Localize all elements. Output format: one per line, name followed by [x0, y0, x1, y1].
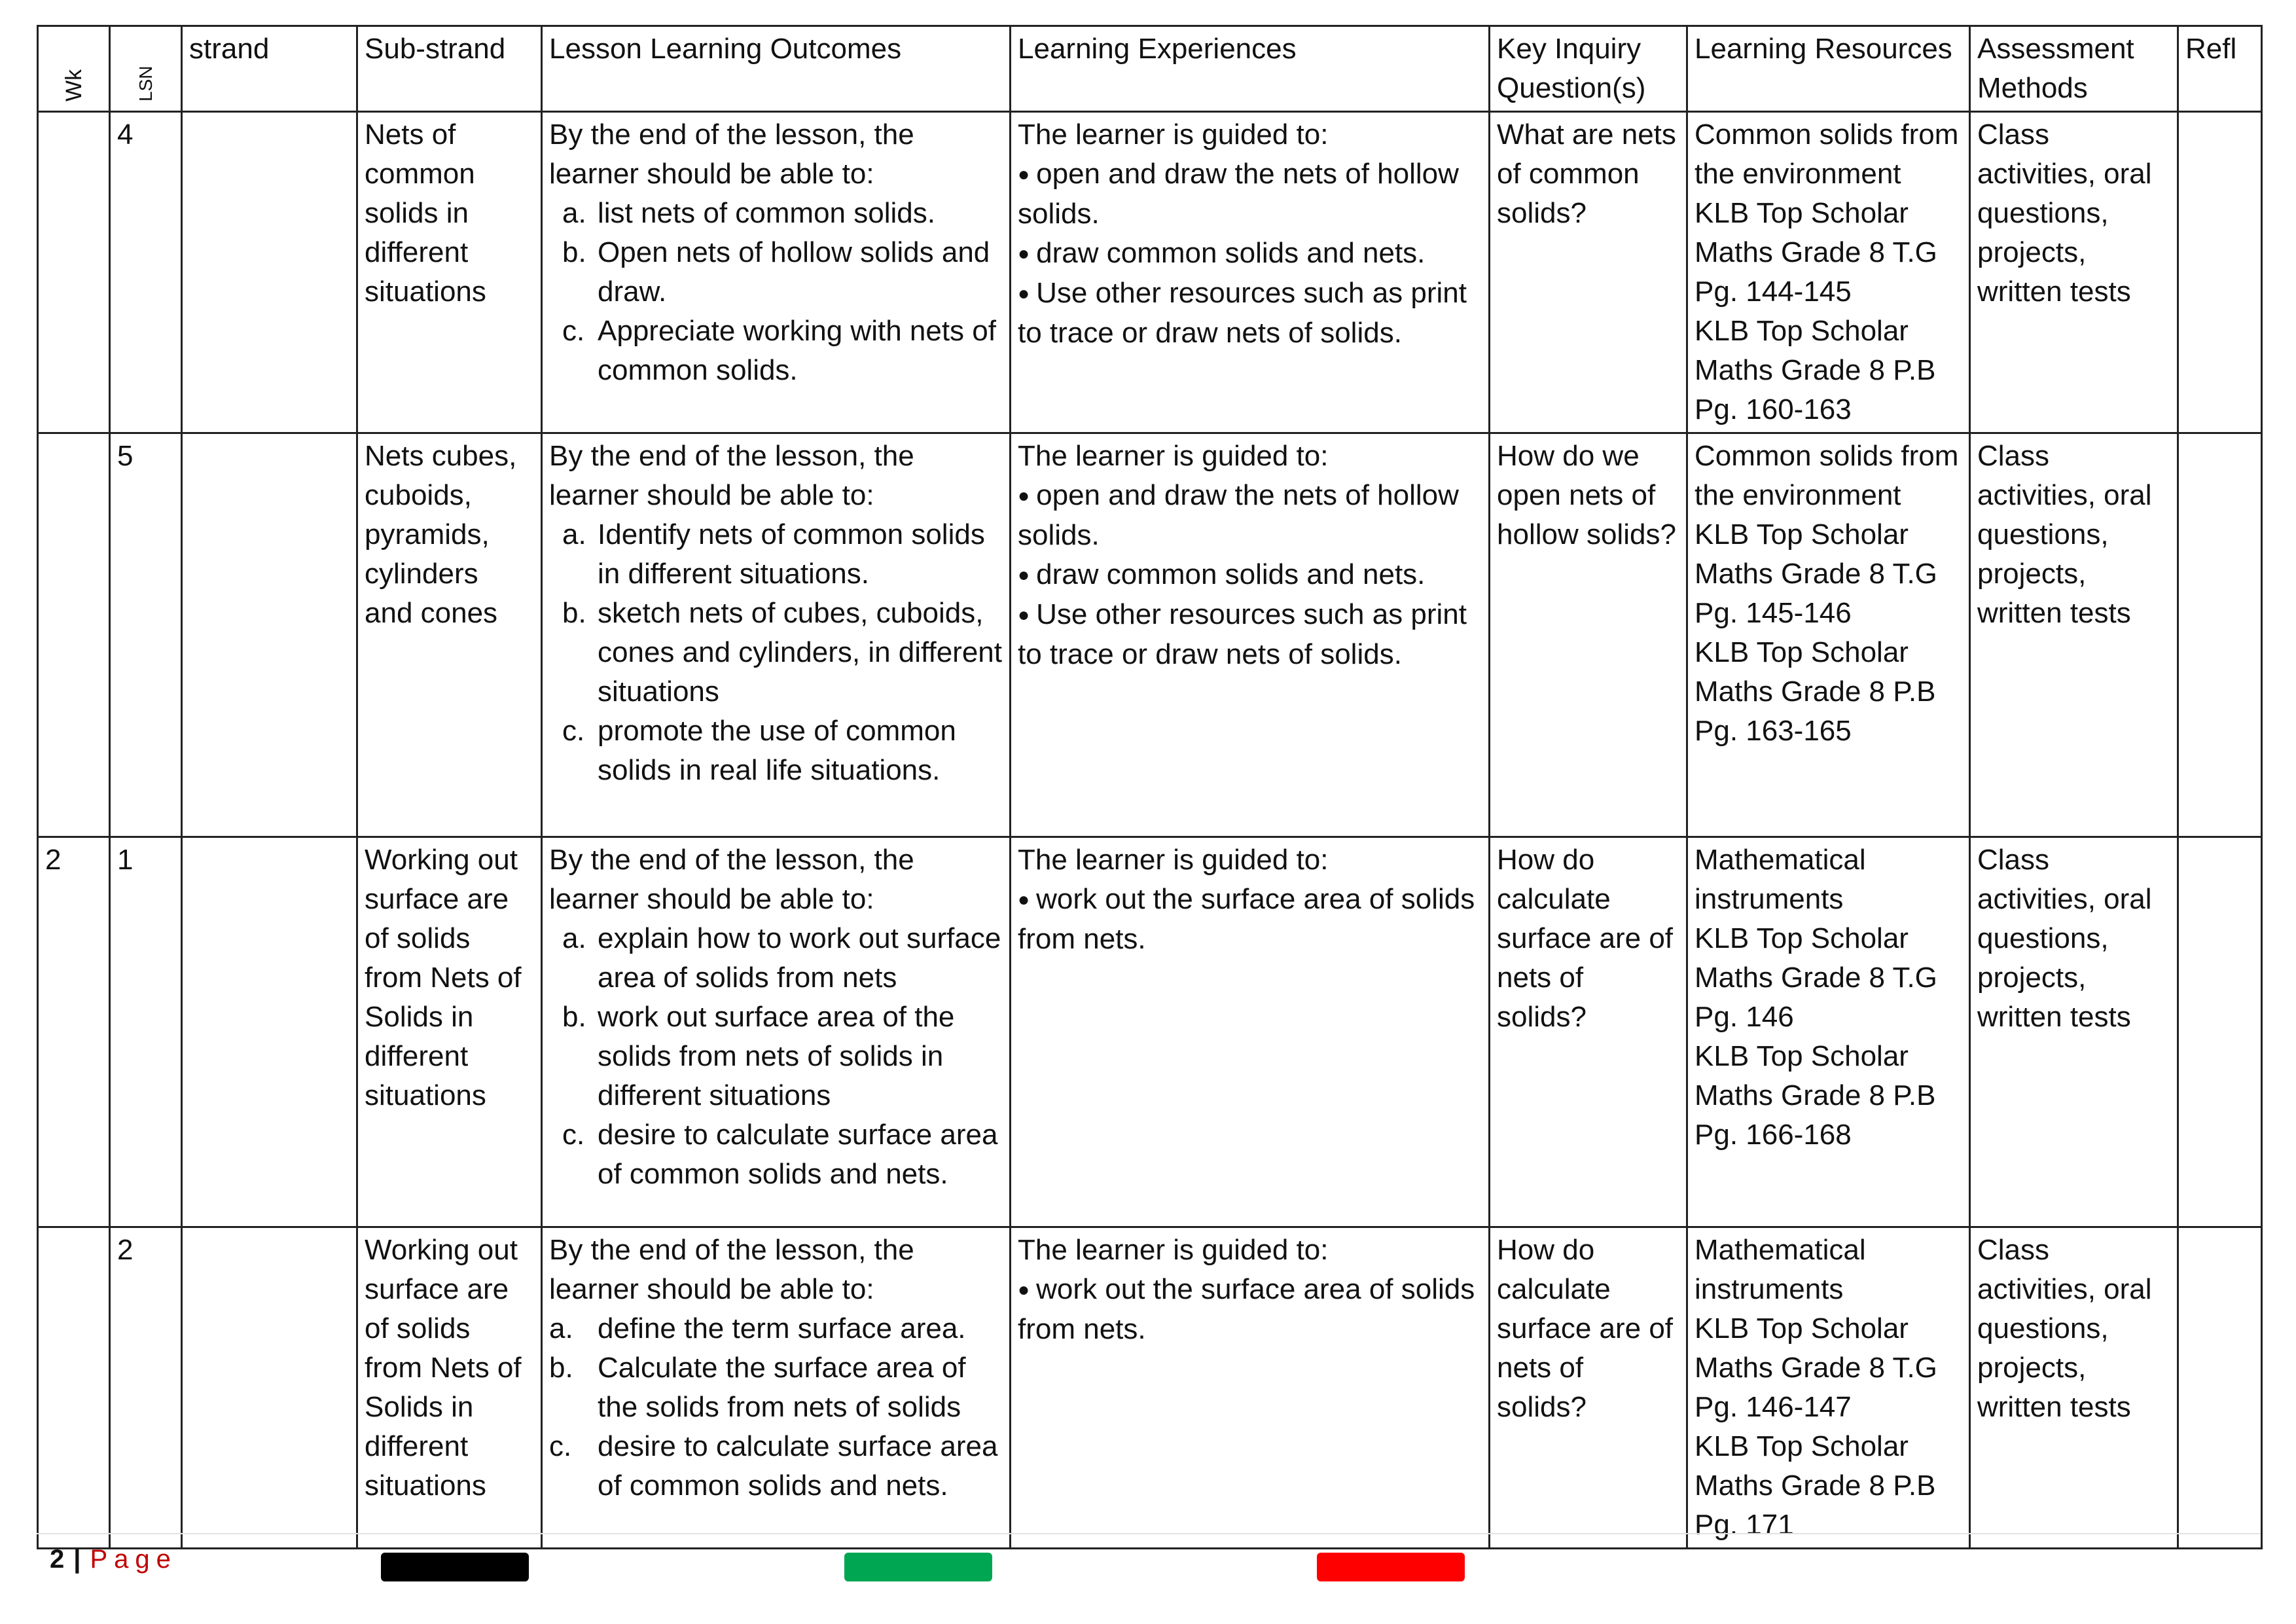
scheme-of-work-table: [37, 25, 2263, 1549]
reflection-cell: [2178, 433, 2262, 837]
red-color-bar: [1317, 1553, 1465, 1581]
page-separator: |: [73, 1545, 81, 1574]
resource-item: Mathematical instruments: [1695, 1234, 1866, 1305]
experience-item: ● Use other resources such as print to trace or draw nets of solids.: [1018, 274, 1482, 353]
header-inquiry: Key Inquiry Question(s): [1490, 26, 1687, 112]
outcome-item: c. promote the use of common solids in real life situations.: [562, 715, 956, 786]
resource-item: Common solids from the environment: [1695, 440, 1959, 511]
resources-cell: [1687, 837, 1970, 1227]
experience-item: ● draw common solids and nets.: [1018, 234, 1482, 274]
resource-item: KLB Top Scholar Maths Grade 8 P.B Pg. 160-163: [1695, 315, 1936, 425]
header-lsn: LSN: [110, 26, 182, 112]
inquiry-cell: How do we open nets of hollow solids?: [1490, 433, 1687, 837]
resource-item: KLB Top Scholar Maths Grade 8 T.G Pg. 144-145: [1695, 197, 1937, 308]
outcome-item: b. work out surface area of the solids from nets of solids in different situations: [562, 1001, 955, 1111]
strand-cell: [182, 112, 357, 433]
table-row: [38, 1227, 2262, 1549]
header-row: [38, 26, 2262, 112]
substrand-cell: Nets cubes, cuboids, pyramids, cylinders and cones: [357, 433, 542, 837]
resource-item: KLB Top Scholar Maths Grade 8 T.G Pg. 145-146: [1695, 518, 1937, 629]
outcome-item: b. sketch nets of cubes, cuboids, cones and cylinders, in different situations: [562, 597, 1002, 708]
outcomes-intro: By the end of the lesson, the learner should be able to:: [549, 440, 914, 511]
substrand-cell: Working out surface are of solids from Nets of Solids in different situations: [357, 837, 542, 1227]
header-wk: Wk: [38, 26, 110, 112]
inquiry-cell: What are nets of common solids?: [1490, 112, 1687, 433]
strand-cell: [182, 837, 357, 1227]
reflection-cell: [2178, 112, 2262, 433]
outcome-item: a. list nets of common solids.: [562, 197, 935, 229]
outcomes-cell: [542, 433, 1011, 837]
outcome-item: c. desire to calculate surface area of common solids and nets.: [549, 1430, 998, 1502]
experience-item: ● draw common solids and nets.: [1018, 555, 1482, 595]
page-word: Page: [90, 1545, 177, 1574]
assessment-cell: Class activities, oral questions, projects, written tests: [1970, 837, 2178, 1227]
resources-cell: [1687, 1227, 1970, 1549]
inquiry-cell: How do calculate surface are of nets of solids?: [1490, 837, 1687, 1227]
experiences-intro: The learner is guided to:: [1018, 440, 1329, 472]
lesson-cell: 5: [110, 433, 182, 837]
experiences-cell: [1011, 433, 1490, 837]
experiences-cell: [1011, 837, 1490, 1227]
assessment-cell: Class activities, oral questions, projects, written tests: [1970, 112, 2178, 433]
week-cell: [38, 433, 110, 837]
resource-item: KLB Top Scholar Maths Grade 8 P.B Pg. 166-168: [1695, 1040, 1936, 1151]
header-experiences: Learning Experiences: [1011, 26, 1490, 112]
substrand-cell: Nets of common solids in different situations: [357, 112, 542, 433]
table-row: [38, 112, 2262, 433]
resource-item: KLB Top Scholar Maths Grade 8 P.B Pg. 163-165: [1695, 636, 1936, 747]
green-color-bar: [844, 1553, 992, 1581]
assessment-cell: Class activities, oral questions, projects, written tests: [1970, 433, 2178, 837]
experiences-cell: [1011, 1227, 1490, 1549]
experiences-intro: The learner is guided to:: [1018, 118, 1329, 151]
week-cell: [38, 1227, 110, 1549]
header-strand: strand: [182, 26, 357, 112]
strand-cell: [182, 1227, 357, 1549]
resource-item: Mathematical instruments: [1695, 844, 1866, 915]
lesson-cell: 2: [110, 1227, 182, 1549]
reflection-cell: [2178, 837, 2262, 1227]
outcome-item: c. desire to calculate surface area of common solids and nets.: [562, 1119, 998, 1190]
experience-item: ● open and draw the nets of hollow solids.: [1018, 154, 1482, 234]
lesson-cell: 1: [110, 837, 182, 1227]
week-cell: 2: [38, 837, 110, 1227]
outcomes-cell: [542, 1227, 1011, 1549]
outcome-item: a. explain how to work out surface area of solids from nets: [562, 922, 1001, 994]
lesson-cell: 4: [110, 112, 182, 433]
resource-item: KLB Top Scholar Maths Grade 8 T.G Pg. 146: [1695, 922, 1937, 1033]
resource-item: Common solids from the environment: [1695, 118, 1959, 190]
experience-item: ● work out the surface area of solids from nets.: [1018, 880, 1482, 959]
header-resources: Learning Resources: [1687, 26, 1970, 112]
experience-item: ● Use other resources such as print to trace or draw nets of solids.: [1018, 595, 1482, 674]
table-row: [38, 433, 2262, 837]
page-number: 2: [50, 1545, 65, 1574]
experiences-cell: [1011, 112, 1490, 433]
assessment-cell: Class activities, oral questions, projects, written tests: [1970, 1227, 2178, 1549]
outcomes-intro: By the end of the lesson, the learner should be able to:: [549, 844, 914, 915]
footer-divider: [37, 1533, 2261, 1534]
outcome-item: a. define the term surface area.: [549, 1312, 966, 1344]
header-reflection: Refl: [2178, 26, 2262, 112]
experiences-intro: The learner is guided to:: [1018, 844, 1329, 876]
resources-cell: [1687, 433, 1970, 837]
outcomes-intro: By the end of the lesson, the learner should be able to:: [549, 118, 914, 190]
header-assessment: Assessment Methods: [1970, 26, 2178, 112]
experiences-intro: The learner is guided to:: [1018, 1234, 1329, 1266]
experience-item: ● open and draw the nets of hollow solids.: [1018, 476, 1482, 555]
strand-cell: [182, 433, 357, 837]
header-outcomes: Lesson Learning Outcomes: [542, 26, 1011, 112]
week-cell: [38, 112, 110, 433]
outcomes-cell: [542, 837, 1011, 1227]
outcome-item: c. Appreciate working with nets of common solids.: [562, 315, 996, 386]
experience-item: ● work out the surface area of solids from nets.: [1018, 1270, 1482, 1349]
outcome-item: a. Identify nets of common solids in different situations.: [562, 518, 985, 590]
outcomes-intro: By the end of the lesson, the learner should be able to:: [549, 1234, 914, 1305]
inquiry-cell: How do calculate surface are of nets of solids?: [1490, 1227, 1687, 1549]
reflection-cell: [2178, 1227, 2262, 1549]
resource-item: KLB Top Scholar Maths Grade 8 P.B Pg. 171: [1695, 1430, 1936, 1541]
outcomes-cell: [542, 112, 1011, 433]
page-number-footer: [50, 1540, 177, 1579]
table-row: [38, 837, 2262, 1227]
resource-item: KLB Top Scholar Maths Grade 8 T.G Pg. 146-147: [1695, 1312, 1937, 1423]
resources-cell: [1687, 112, 1970, 433]
substrand-cell: Working out surface are of solids from Nets of Solids in different situations: [357, 1227, 542, 1549]
outcome-item: b. Calculate the surface area of the solids from nets of solids: [549, 1352, 966, 1423]
header-substrand: Sub-strand: [357, 26, 542, 112]
outcome-item: b. Open nets of hollow solids and draw.: [562, 236, 990, 308]
black-color-bar: [381, 1553, 529, 1581]
